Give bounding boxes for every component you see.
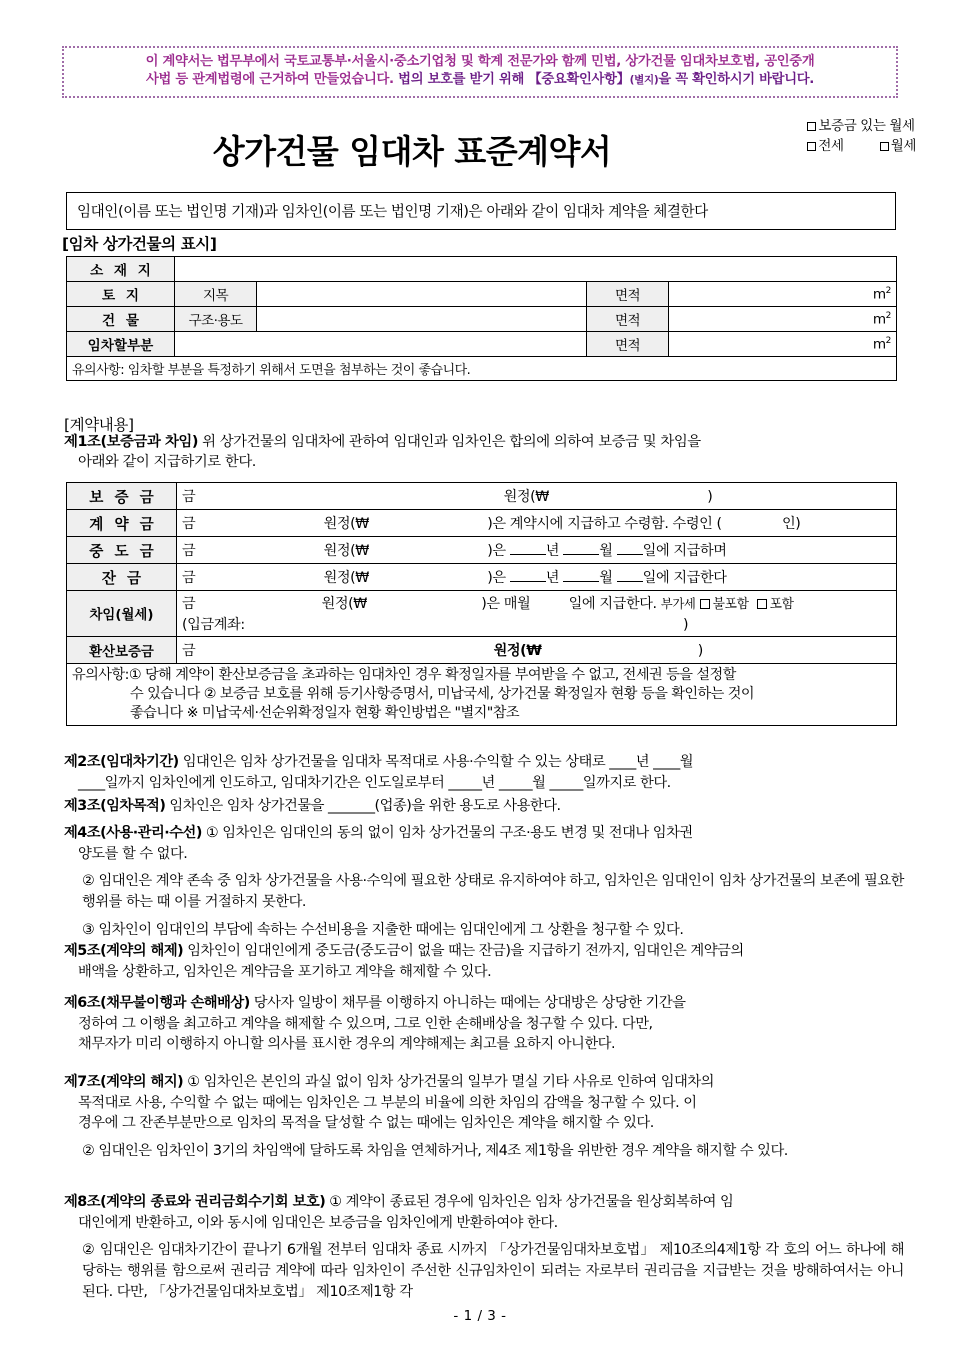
property-value-structure-use[interactable] xyxy=(257,307,587,332)
rent-account-label: (입금계좌: xyxy=(182,617,245,633)
interim-day: 일에 지급하며 xyxy=(642,543,727,559)
notice-line-2-a: 사법 등 관계법령에 근거하여 만들었습니다. xyxy=(145,72,399,88)
article-1-title: 제1조(보증금과 차임) xyxy=(64,434,198,450)
money-label-balance: 잔 금 xyxy=(67,564,177,591)
parties-intro-box: 임대인(이름 또는 법인명 기재)과 임차인(이름 또는 법인명 기재)은 아래와 같이 임대차 계약을 체결한다 xyxy=(66,192,896,230)
money-value-interim[interactable] xyxy=(177,537,897,564)
property-caution-note: 유의사항: 임차할 부분을 특정하기 위해서 도면을 첨부하는 것이 좋습니다. xyxy=(67,357,897,381)
vat-option-excluded-label: 불포함 xyxy=(712,597,749,612)
article-2-line-2: ____일까지 임차인에게 인도하고, 임대차기간은 인도일로부터 _____년 _____월 _____일까지로 한다. xyxy=(78,774,671,791)
interim-year-blank[interactable] xyxy=(510,554,546,555)
balance-month: 월 xyxy=(599,570,613,586)
interim-tail: )은 xyxy=(487,543,506,559)
article-2 xyxy=(64,752,904,793)
interim-geum: 금 xyxy=(182,543,196,559)
money-value-downpayment[interactable] xyxy=(177,510,897,537)
article-2-title: 제2조(임대차기간) xyxy=(64,754,179,770)
legal-notice-banner xyxy=(62,46,898,98)
money-value-deposit[interactable] xyxy=(177,483,897,510)
downpayment-geum: 금 xyxy=(182,516,196,532)
property-value-leased-part[interactable] xyxy=(175,332,587,357)
deposit-and-rent-table xyxy=(66,482,897,726)
vat-option-included-label: 포함 xyxy=(769,597,794,612)
money-note-line-2: 수 있습니다 ② 보증금 보호를 위해 등기사항증명서, 미납국세, 상가건물 확정일자 현황 등을 확인하는 것이 xyxy=(130,685,755,702)
balance-tail: )은 xyxy=(487,570,506,586)
article-1-text-2: 아래와 같이 지급하기로 한다. xyxy=(78,454,256,471)
money-value-converted-deposit[interactable] xyxy=(177,637,897,664)
lease-type-label-2: 월세 xyxy=(890,138,916,155)
article-4 xyxy=(64,823,904,941)
rent-line-account xyxy=(182,614,891,634)
article-4-line-2: 양도를 할 수 없다. xyxy=(78,845,188,862)
page-title-text: 상가건물 임대차 표준계약서 xyxy=(212,132,612,171)
downpayment-wonjeong: 원정(₩ xyxy=(323,516,369,532)
article-6-line-1 xyxy=(64,993,904,1014)
rent-vat-label: 부가세 xyxy=(660,596,696,611)
article-7-line-1 xyxy=(64,1072,904,1093)
article-4-para-3: ③ 임차인이 임대인의 부담에 속하는 수선비용을 지출한 때에는 임대인에게 그 상환을 청구할 수 있다. xyxy=(82,921,684,938)
article-8-text-1: ① 계약이 종료된 경우에 임차인은 임차 상가건물을 원상회복하여 임 xyxy=(325,1194,734,1210)
article-8-line-2: 대인에게 반환하고, 이와 동시에 임대인은 보증금을 임차인에게 반환하여야 한다. xyxy=(78,1214,558,1231)
checkbox-icon[interactable] xyxy=(757,599,767,609)
property-label-land: 토 지 xyxy=(67,282,175,307)
notice-line-2-b: 법의 보호를 받기 위해 【중요확인사항】 xyxy=(398,72,630,88)
downpayment-seal: 인) xyxy=(781,516,801,532)
interim-month: 월 xyxy=(599,543,613,559)
article-6 xyxy=(64,993,904,1055)
article-5-text-1: 임차인이 임대인에게 중도금(중도금이 없을 때는 잔금)을 지급하기 전까지, 임대인은 계약금의 xyxy=(183,943,744,959)
property-value-leased-area[interactable] xyxy=(669,332,897,357)
property-label-leased-part: 임차할부분 xyxy=(67,332,175,357)
interim-month-blank[interactable] xyxy=(563,554,599,555)
notice-line-2-c: (별지) xyxy=(629,74,659,87)
notice-line-2 xyxy=(72,71,888,89)
deposit-close: ) xyxy=(707,489,713,505)
table-row xyxy=(67,664,897,726)
article-1-intro xyxy=(64,432,902,473)
table-row xyxy=(67,510,897,537)
property-label-building: 건 물 xyxy=(67,307,175,332)
lease-type-option-jeonse[interactable] xyxy=(807,136,843,156)
section-heading-contract-contents: [계약내용] xyxy=(64,416,134,434)
money-label-converted-deposit: 환산보증금 xyxy=(67,637,177,664)
table-row xyxy=(67,591,897,637)
money-note-line-1: 유의사항:① 당해 계약이 환산보증금을 초과하는 임대차인 경우 확정일자를 부여받을 수 없고, 전세권 등을 설정할 xyxy=(72,667,736,683)
table-row xyxy=(67,564,897,591)
article-4-text-1: ① 임차인은 임대인의 동의 없이 임차 상가건물의 구조·용도 변경 및 전대나 임차권 xyxy=(201,825,693,841)
lease-type-label-1: 전세 xyxy=(818,138,844,155)
article-8-para-2: ② 임대인은 임대차기간이 끝나기 6개월 전부터 임대차 종료 시까지 「상가건물임대차보호법」 제10조의4제1항 각 호의 어느 하나에 해당하는 행위를 함으로써 권리금 계약에 따라 임차인이 주선한 신규임차인이 되려는 자로부터 권리금을 지급받는 것을 방해하여서는 아니 된다. 다만, 「상가건물임대차보호법」 제10조제1항 각 xyxy=(82,1242,905,1300)
rent-day: 일에 지급한다. xyxy=(568,596,657,612)
article-7-text-1: ① 임차인은 본인의 과실 없이 임차 상가건물의 일부가 멸실 기타 사유로 인하여 임대차의 xyxy=(183,1074,714,1090)
interim-year: 년 xyxy=(545,543,560,559)
rent-geum: 금 xyxy=(182,596,196,612)
article-6-text-1: 당사자 일방이 채무를 이행하지 아니하는 때에는 상대방은 상당한 기간을 xyxy=(249,995,686,1011)
article-7-line-3: 경우에 그 잔존부분만으로 임차의 목적을 달성할 수 없는 때에는 임차인은 계약을 해지할 수 있다. xyxy=(78,1115,654,1132)
balance-day: 일에 지급한다 xyxy=(642,570,727,586)
article-3 xyxy=(64,796,904,817)
table-row xyxy=(67,332,897,357)
article-2-text-1: 임대인은 임차 상가건물을 임대차 목적대로 사용·수익할 수 있는 상태로 ____년 ____월 xyxy=(178,754,694,770)
article-7-title: 제7조(계약의 해지) xyxy=(64,1074,184,1090)
lease-type-option-monthly-with-deposit[interactable] xyxy=(807,116,916,136)
converted-wonjeong: 원정(₩ xyxy=(493,643,542,659)
article-4-para-2: ② 임대인은 계약 존속 중 임차 상가건물을 사용·수익에 필요한 상태로 유지하여야 하고, 임차인은 임대인이 임차 상가건물의 보존에 필요한 행위를 하는 때 이를 거절하지 못한다. xyxy=(82,873,904,911)
article-5 xyxy=(64,941,904,982)
table-row xyxy=(67,537,897,564)
page-footer-number: - 1 / 3 - xyxy=(453,1308,507,1324)
article-1-line-wrap xyxy=(64,432,902,452)
article-5-line-1 xyxy=(64,941,904,962)
interim-wonjeong: 원정(₩ xyxy=(323,543,369,559)
article-3-title: 제3조(임차목적) xyxy=(64,798,166,814)
money-label-rent: 차임(월세) xyxy=(67,591,177,637)
article-4-line-1 xyxy=(64,823,904,844)
land-area-unit: m xyxy=(872,286,886,303)
unit-superscript: 2 xyxy=(885,285,891,296)
property-value-land-area[interactable] xyxy=(669,282,897,307)
balance-month-blank[interactable] xyxy=(563,581,599,582)
balance-wonjeong: 원정(₩ xyxy=(323,570,369,586)
interim-day-blank[interactable] xyxy=(617,554,643,555)
property-sublabel-building-area: 면적 xyxy=(587,307,669,332)
rent-tail: )은 매월 xyxy=(481,596,531,612)
rent-wonjeong: 원정(₩ xyxy=(321,596,367,612)
money-value-rent[interactable] xyxy=(177,591,897,637)
checkbox-icon[interactable] xyxy=(807,122,816,131)
section-heading-property-display: [임차 상가건물의 표시] xyxy=(62,235,217,253)
article-3-line-1 xyxy=(64,796,904,817)
balance-year-blank[interactable] xyxy=(510,581,546,582)
table-row xyxy=(67,357,897,381)
checkbox-icon[interactable] xyxy=(700,599,710,609)
article-7-line-2: 목적대로 사용, 수익할 수 없는 때에는 임차인은 그 부분의 비율에 의한 차임의 감액을 청구할 수 있다. 이 xyxy=(78,1094,697,1111)
vat-option-included[interactable] xyxy=(757,597,794,612)
money-label-downpayment: 계 약 금 xyxy=(67,510,177,537)
deposit-geum: 금 xyxy=(182,489,196,505)
property-label-location: 소 재 지 xyxy=(67,257,175,282)
notice-line-1: 이 계약서는 법무부에서 국토교통부·서울시·중소기업청 및 학계 전문가와 함께 민법, 상가건물 임대차보호법, 공인중개 xyxy=(145,54,815,69)
balance-day-blank[interactable] xyxy=(617,581,643,582)
property-value-location[interactable] xyxy=(175,257,897,282)
money-label-deposit: 보 증 금 xyxy=(67,483,177,510)
lease-type-option-wolse[interactable] xyxy=(880,136,916,156)
converted-geum: 금 xyxy=(182,643,196,659)
article-8-line-1 xyxy=(64,1192,904,1213)
rent-account-close: ) xyxy=(683,617,689,633)
vat-option-excluded[interactable] xyxy=(700,597,749,612)
property-sublabel-structure-use: 구조·용도 xyxy=(175,307,257,332)
property-sublabel-leased-area: 면적 xyxy=(587,332,669,357)
article-8-title: 제8조(계약의 종료와 권리금회수기회 보호) xyxy=(64,1194,326,1210)
downpayment-tail: )은 계약시에 지급하고 수령함. 수령인 ( xyxy=(487,516,722,532)
article-5-line-2: 배액을 상환하고, 임차인은 계약금을 포기하고 계약을 해제할 수 있다. xyxy=(78,963,492,980)
article-5-title: 제5조(계약의 해제) xyxy=(64,943,184,959)
table-row xyxy=(67,282,897,307)
property-sublabel-land-category: 지목 xyxy=(175,282,257,307)
checkbox-icon[interactable] xyxy=(880,142,889,151)
article-7 xyxy=(64,1072,904,1162)
article-1-text-1: 위 상가건물의 임대차에 관하여 임대인과 임차인은 합의에 의하여 보증금 및 차임을 xyxy=(198,434,701,450)
unit-superscript: 2 xyxy=(885,310,891,321)
property-value-land-category[interactable] xyxy=(257,282,587,307)
leased-area-unit: m xyxy=(872,336,886,353)
money-note-line-3: 좋습니다 ※ 미납국세·선순위확정일자 현황 확인방법은 "별지"참조 xyxy=(130,704,520,721)
article-8 xyxy=(64,1192,904,1303)
table-row xyxy=(67,307,897,332)
building-area-unit: m xyxy=(872,311,886,328)
rent-line-amount xyxy=(182,593,891,613)
lease-type-row-2 xyxy=(807,136,916,156)
table-row xyxy=(67,257,897,282)
deposit-wonjeong: 원정(₩ xyxy=(503,489,549,505)
money-value-balance[interactable] xyxy=(177,564,897,591)
article-2-line-1 xyxy=(64,752,904,773)
notice-line-2-d: 을 꼭 확인하시기 바랍니다. xyxy=(658,72,815,88)
table-row xyxy=(67,483,897,510)
article-6-title: 제6조(채무불이행과 손해배상) xyxy=(64,995,250,1011)
property-description-table xyxy=(66,256,897,381)
lease-type-label-0: 보증금 있는 월세 xyxy=(818,118,915,134)
table-row xyxy=(67,637,897,664)
article-7-para-2: ② 임대인은 임차인이 3기의 차임액에 달하도록 차임을 연체하거나, 제4조 제1항을 위반한 경우 계약을 해지할 수 있다. xyxy=(82,1143,788,1160)
article-4-title: 제4조(사용·관리·수선) xyxy=(64,825,202,841)
property-value-building-area[interactable] xyxy=(669,307,897,332)
article-3-text-1: 임차인은 임차 상가건물을 _______(업종)을 위한 용도로 사용한다. xyxy=(165,798,561,814)
balance-geum: 금 xyxy=(182,570,196,586)
property-sublabel-land-area: 면적 xyxy=(587,282,669,307)
converted-close: ) xyxy=(697,643,703,659)
balance-year: 년 xyxy=(545,570,560,586)
checkbox-icon[interactable] xyxy=(807,142,816,151)
money-label-interim: 중 도 금 xyxy=(67,537,177,564)
unit-superscript: 2 xyxy=(885,335,891,346)
article-6-line-3: 채무자가 미리 이행하지 아니할 의사를 표시한 경우의 계약해제는 최고를 요하지 아니한다. xyxy=(78,1036,615,1053)
money-caution-note xyxy=(67,664,897,726)
article-6-line-2: 정하여 그 이행을 최고하고 계약을 해제할 수 있으며, 그로 인한 손해배상을 청구할 수 있다. 다만, xyxy=(78,1015,653,1032)
lease-type-checkbox-group xyxy=(807,116,916,157)
